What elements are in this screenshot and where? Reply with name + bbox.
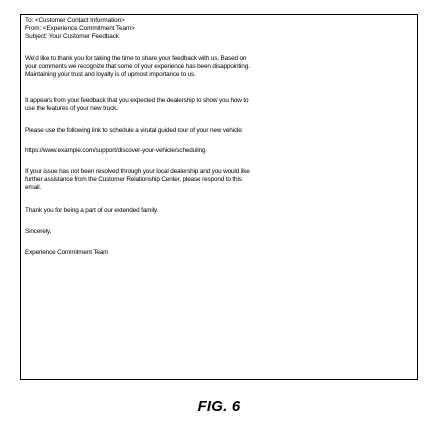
paragraph-further-assistance — [25, 168, 411, 193]
email-letter-frame — [20, 14, 418, 380]
figure-caption: FIG. 6 — [197, 398, 241, 415]
paragraph-thanks — [25, 55, 411, 80]
paragraph-line: Experience Commitment Team — [25, 249, 109, 256]
email-header — [25, 17, 135, 42]
paragraph-line: your comments we recognize that some of your experience has been disappointing. — [25, 63, 250, 71]
paragraph-line: If your issue has not been resolved through your local dealership and you would like — [25, 168, 250, 175]
scheduling-link[interactable] — [25, 147, 411, 155]
email-subject-line: Subject: Your Customer Feedback — [25, 33, 119, 41]
paragraph-line: further assistance from the Customer Relationship Center, please respond to this — [25, 176, 242, 184]
email-to-line: To: <Customer Contact Information> — [25, 17, 125, 24]
scheduling-link-text[interactable]: https://www.example.com/support/discover-your-vehicle/scheduling — [25, 147, 206, 154]
paragraph-line: Maintaining your trust and loyalty is of upmost importance to us. — [25, 71, 196, 79]
paragraph-expectation — [25, 97, 411, 113]
closing-salutation — [25, 228, 411, 236]
paragraph-line: It appears from your feedback that you expected the dealership to show you how to — [25, 97, 249, 104]
paragraph-line: We'd like to thank you for taking the time to share your feedback with us. Based on — [25, 55, 247, 62]
paragraph-thank-you — [25, 207, 411, 215]
paragraph-schedule — [25, 127, 411, 135]
paragraph-line: use the features of your new truck. — [25, 105, 118, 113]
signature-team — [25, 249, 411, 257]
paragraph-line: email. — [25, 184, 42, 192]
paragraph-line: Sincerely, — [25, 228, 52, 235]
paragraph-line: Please use the following link to schedule a virutal guided tour of your new vehicle: — [25, 127, 244, 134]
paragraph-line: Thank you for being a part of our extended family. — [25, 207, 159, 214]
email-from-line: From: <Experience Commitment Team> — [25, 25, 135, 33]
